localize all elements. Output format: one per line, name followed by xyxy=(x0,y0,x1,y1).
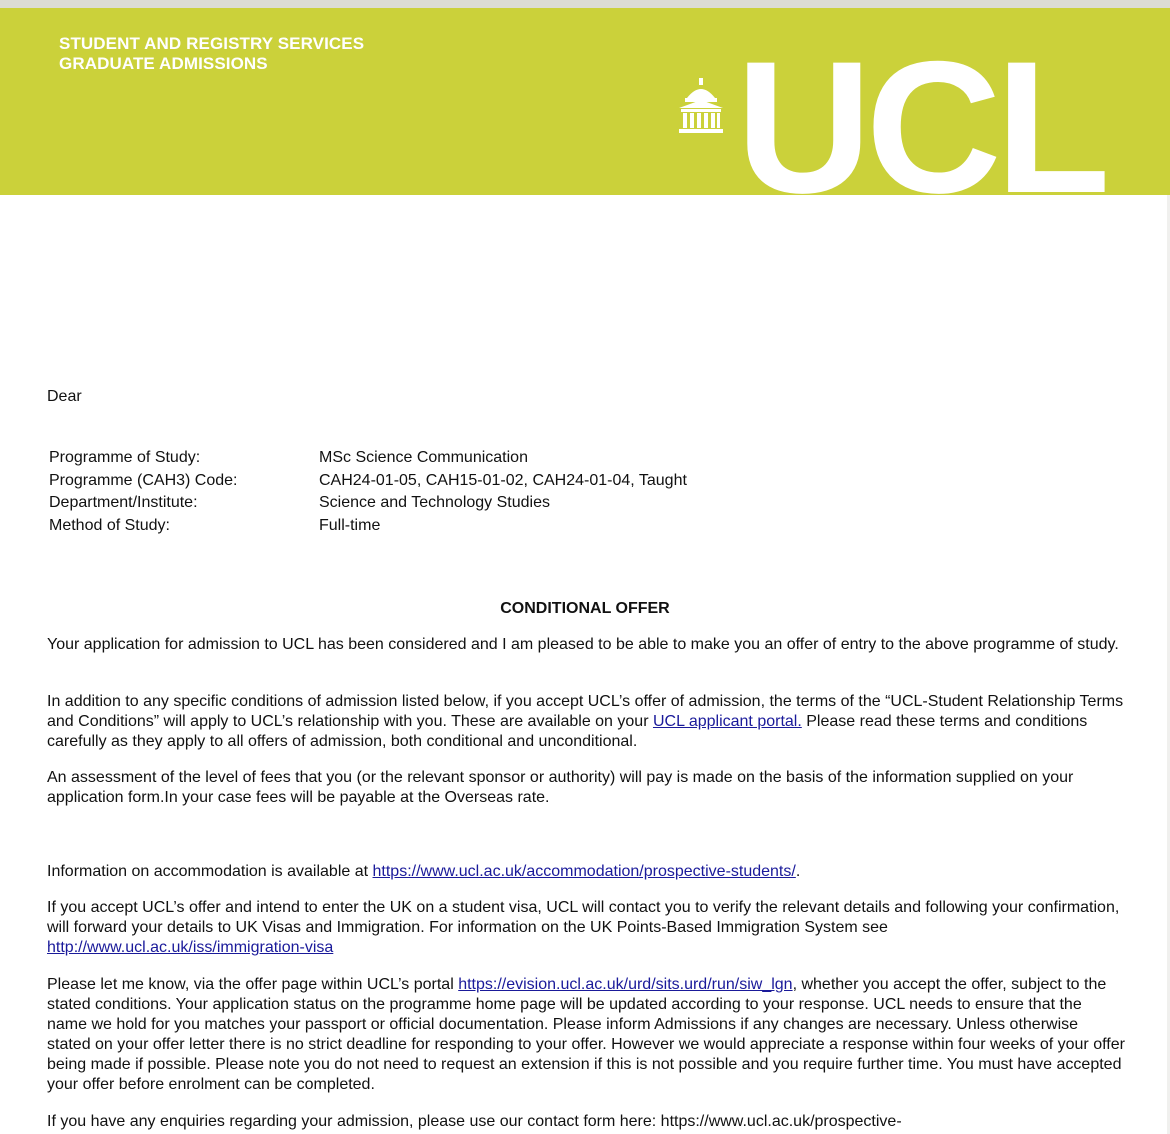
detail-row-method xyxy=(49,515,687,538)
paragraph-text: , whether you accept the offer, subject to the stated conditions. Your application status on the programme home page will be updated according to your response. UCL needs to ensure that the name we hold for you matches your passport or official documentation. Please inform Admissions if any changes are necessary. Unless otherwise stated on your offer letter there is no strict deadline for responding to your offer. However we would appreciate a response within four weeks of your offer being made if possible. Please note you do not need to request an extension if this is not possible and you require further time. You must have accepted your offer before enrolment can be completed. xyxy=(47,976,1125,1093)
salutation: Dear xyxy=(47,388,82,405)
paragraph-text: Please read these terms and conditions carefully as they apply to all offers of admission, both conditional and unconditional. xyxy=(47,713,1088,750)
detail-label: Department/Institute: xyxy=(49,494,198,512)
detail-label: Method of Study: xyxy=(49,516,170,534)
paragraph-text: If you accept UCL’s offer and intend to enter the UK on a student visa, UCL will contact you to verify the relevant details and following your confirmation, will forward your details to UK Visas and Immigration. For information on the UK Points-Based Immigration System see xyxy=(47,899,1120,936)
detail-row-department xyxy=(49,492,687,515)
service-line-2: GRADUATE ADMISSIONS xyxy=(59,54,268,73)
applicant-portal-link[interactable]: UCL applicant portal. xyxy=(652,713,802,730)
paragraph-terms xyxy=(47,692,1125,752)
paragraph-acceptance xyxy=(47,975,1125,1095)
immigration-visa-link[interactable]: http://www.ucl.ac.uk/iss/immigration-visa xyxy=(47,939,334,956)
banner-top-edge xyxy=(0,0,1170,8)
paragraph-text: . xyxy=(795,863,801,880)
detail-label: Programme (CAH3) Code: xyxy=(49,471,238,489)
detail-value: Full-time xyxy=(319,516,381,534)
detail-value: MSc Science Communication xyxy=(319,449,528,466)
paragraph-enquiries: If you have any enquiries regarding your admission, please use our contact form here: https://www.ucl.ac.uk/prospective- xyxy=(47,1113,902,1130)
evision-portal-link[interactable]: https://evision.ucl.ac.uk/urd/sits.urd/run/siw_lgn xyxy=(458,976,793,993)
service-name xyxy=(59,34,364,74)
paragraph-fees: An assessment of the level of fees that you (or the relevant sponsor or authority) will pay is made on the basis of the information supplied on your application form.In your case fees will be payable at the Overseas rate. xyxy=(47,769,1074,806)
programme-details xyxy=(49,447,687,537)
paragraph-accommodation xyxy=(47,862,1125,882)
header-banner xyxy=(0,0,1170,222)
service-line-1: STUDENT AND REGISTRY SERVICES xyxy=(59,34,365,53)
accommodation-link[interactable]: https://www.ucl.ac.uk/accommodation/prospective-students/ xyxy=(372,863,796,880)
portico-dome-icon xyxy=(677,78,725,134)
paragraph-visa xyxy=(47,898,1125,958)
paragraph-consideration: Your application for admission to UCL has been considered and I am pleased to be able to make you an offer of entry to the above programme of study. xyxy=(47,636,1119,653)
offer-heading: CONDITIONAL OFFER xyxy=(500,600,670,617)
detail-row-code xyxy=(49,470,687,493)
paragraph-text: Please let me know, via the offer page within UCL’s portal xyxy=(47,976,459,993)
detail-value: Science and Technology Studies xyxy=(319,494,550,512)
detail-label: Programme of Study: xyxy=(49,449,201,466)
paragraph-text: In addition to any specific conditions of admission listed below, if you accept UCL’s offer of admission, the terms of the “UCL-Student Relationship Terms and Conditions” will apply to UCL’s relationship with you. These are available on your xyxy=(47,693,1124,730)
detail-row-programme xyxy=(49,447,687,470)
paragraph-text: Information on accommodation is available at xyxy=(47,863,373,880)
ucl-logo-text: UCL xyxy=(736,32,1105,222)
detail-value: CAH24-01-05, CAH15-01-02, CAH24-01-04, Taught xyxy=(319,471,687,489)
